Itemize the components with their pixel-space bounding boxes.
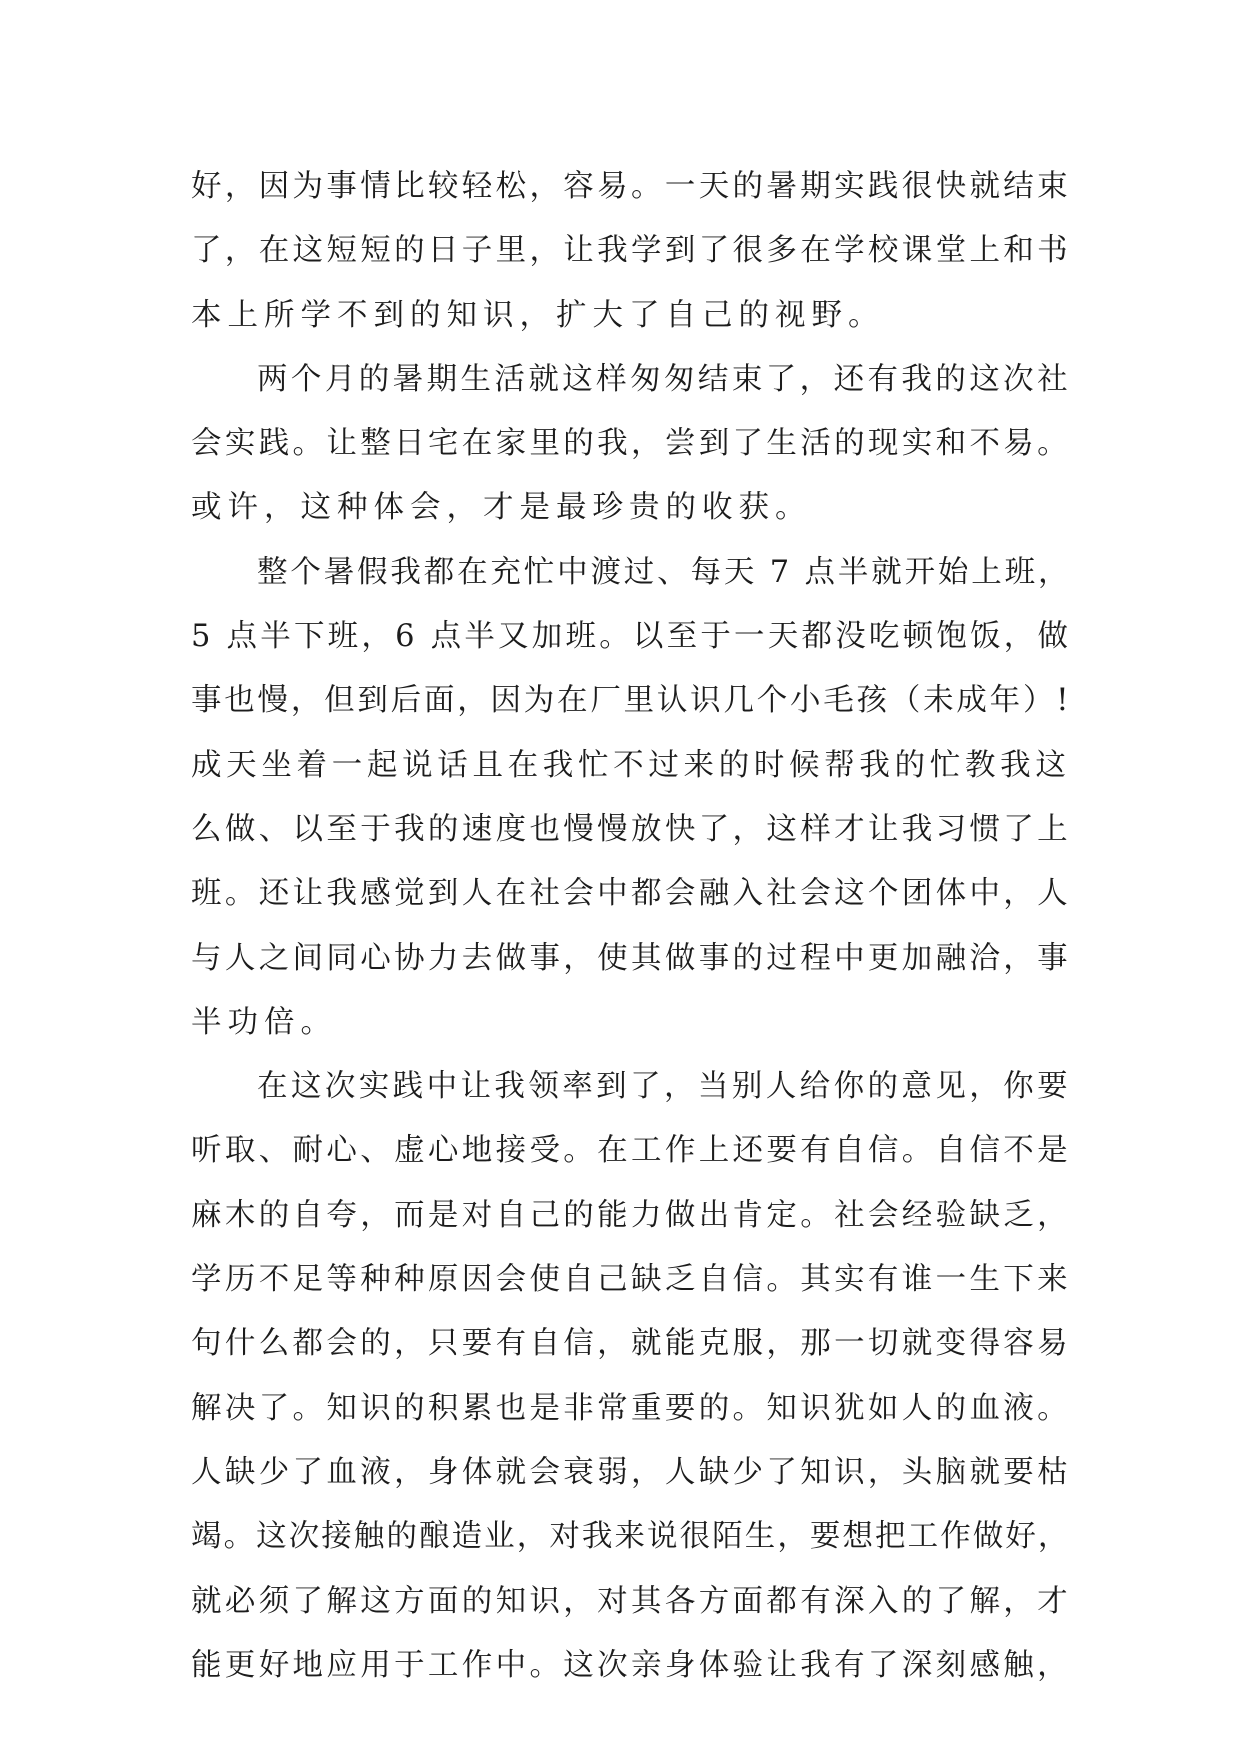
text-line: 与人之间同心协力去做事，使其做事的过程中更加融洽，事	[191, 940, 1071, 976]
text-line: 5 点半下班，6 点半又加班。以至于一天都没吃顿饱饭，做	[191, 619, 1072, 655]
text-line: 成天坐着一起说话且在我忙不过来的时候帮我的忙教我这	[191, 747, 1071, 783]
text-line: 事也慢，但到后面，因为在厂里认识几个小毛孩（未成年）!	[191, 683, 1072, 719]
text-line: 两个月的暑期生活就这样匆匆结束了，还有我的这次社	[257, 361, 1071, 397]
text-line: 整个暑假我都在充忙中渡过、每天 7 点半就开始上班，	[257, 554, 1072, 590]
text-line: 在这次实践中让我领率到了，当别人给你的意见，你要	[257, 1069, 1071, 1105]
text-line: 半功倍。	[191, 1004, 337, 1040]
text-line: 句什么都会的，只要有自信，就能克服，那一切就变得容易	[191, 1326, 1071, 1362]
text-line: 竭。这次接触的酿造业，对我来说很陌生，要想把工作做好，	[191, 1519, 1071, 1555]
text-line: 本上所学不到的知识，扩大了自己的视野。	[191, 297, 885, 333]
text-line: 听取、耐心、虚心地接受。在工作上还要有自信。自信不是	[191, 1133, 1071, 1169]
text-line: 会实践。让整日宅在家里的我，尝到了生活的现实和不易。	[191, 426, 1071, 462]
document-body	[191, 155, 1071, 1698]
text-line: 能更好地应用于工作中。这次亲身体验让我有了深刻感触，	[191, 1647, 1071, 1683]
text-line: 人缺少了血液，身体就会衰弱，人缺少了知识，头脑就要枯	[191, 1454, 1071, 1490]
text-line: 解决了。知识的积累也是非常重要的。知识犹如人的血液。	[191, 1390, 1071, 1426]
text-line: 好，因为事情比较轻松，容易。一天的暑期实践很快就结束	[191, 169, 1071, 204]
text-line: 么做、以至于我的速度也慢慢放快了，这样才让我习惯了上	[191, 811, 1071, 847]
text-line: 麻木的自夸，而是对自己的能力做出肯定。社会经验缺乏，	[191, 1197, 1071, 1233]
text-line: 班。还让我感觉到人在社会中都会融入社会这个团体中，人	[191, 876, 1071, 912]
text-line: 学历不足等种种原因会使自己缺乏自信。其实有谁一生下来	[191, 1262, 1071, 1298]
text-line: 或许，这种体会，才是最珍贵的收获。	[191, 490, 812, 526]
text-line: 了，在这短短的日子里，让我学到了很多在学校课堂上和书	[191, 233, 1071, 269]
text-line: 就必须了解这方面的知识，对其各方面都有深入的了解，才	[191, 1583, 1071, 1619]
